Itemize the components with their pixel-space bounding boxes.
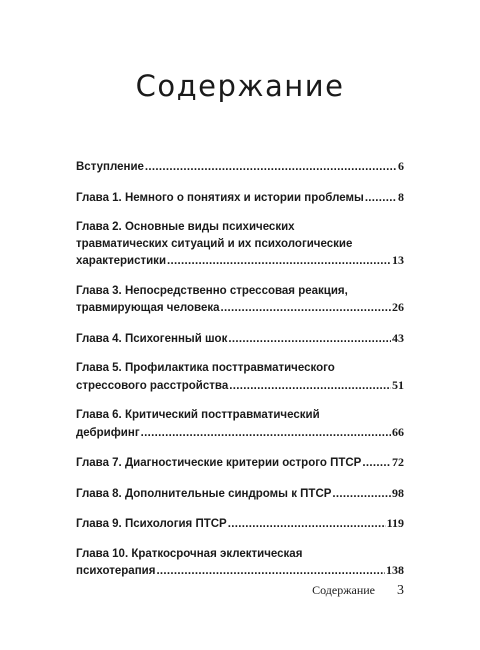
dot-leader	[145, 159, 397, 176]
toc-entry-leader-line	[76, 562, 404, 580]
toc-entry-text: Глава 1. Немного о понятиях и истории проблемы	[76, 191, 364, 204]
toc-entry-text-line: Глава 10. Краткосрочная эклектическая	[76, 547, 303, 560]
running-head: Содержание	[312, 583, 375, 597]
toc-entry-text: Глава 4. Психогенный шок	[76, 332, 228, 345]
toc-page-number: 51	[392, 377, 404, 392]
toc-entry-text: дебрифинг	[76, 426, 140, 439]
toc-entry-text-line: Глава 3. Непосредственно стрессовая реакция,	[76, 284, 348, 297]
toc-entry-leader-line	[76, 330, 404, 348]
dot-leader	[229, 378, 391, 395]
toc-entry	[76, 360, 404, 394]
dot-leader	[332, 486, 391, 503]
toc-page-number: 8	[398, 189, 404, 204]
toc-page-number: 98	[392, 485, 404, 500]
toc-entry-text-line: Глава 2. Основные виды психических	[76, 221, 295, 233]
toc-entry-text: травмирующая человека	[76, 302, 220, 314]
toc-entry-text: психотерапия	[76, 565, 156, 577]
toc-entry-text: Вступление	[76, 161, 144, 173]
dot-leader	[365, 190, 397, 207]
toc-entry	[76, 330, 404, 348]
toc-entry-leader-line	[76, 252, 404, 270]
page-number: 3	[397, 583, 404, 598]
dot-leader	[156, 563, 385, 580]
toc-entry-leader-line	[76, 485, 404, 503]
toc-page-number: 6	[398, 159, 404, 173]
dot-leader	[228, 331, 391, 348]
dot-leader	[228, 516, 386, 533]
toc-entry	[76, 454, 404, 472]
toc-entry-leader-line	[76, 299, 404, 317]
toc-entry	[76, 546, 404, 580]
toc-entry	[76, 158, 404, 176]
dot-leader	[141, 425, 391, 442]
toc-entry-leader-line	[76, 377, 404, 395]
toc-entry	[76, 283, 404, 317]
toc-entry-leader-line	[76, 454, 404, 472]
toc-entry-text-line: Глава 6. Критический посттравматический	[76, 409, 320, 421]
page-title: Содержание	[135, 69, 345, 104]
dot-leader	[167, 253, 391, 270]
toc-entry-text: стрессового расстройства	[76, 379, 229, 392]
toc-entry	[76, 219, 404, 270]
toc-entry-text-line: травматических ситуаций и их психологические	[76, 237, 353, 250]
toc-entry	[76, 515, 404, 533]
toc-entry	[76, 407, 404, 441]
dot-leader	[362, 455, 391, 472]
toc-entry-leader-line	[76, 189, 404, 207]
toc-page-number: 66	[392, 424, 404, 439]
toc-page-number: 43	[392, 330, 404, 345]
toc-entry-leader-line	[76, 515, 404, 533]
dot-leader	[221, 300, 392, 317]
toc-page-number: 138	[386, 563, 404, 577]
toc-entry-text: Глава 8. Дополнительные синдромы к ПТСР	[76, 487, 332, 500]
toc-entry-leader-line	[76, 424, 404, 442]
toc-entry-text: Глава 7. Диагностические критерии острого ПТСР	[76, 457, 362, 469]
toc-entry-leader-line	[76, 158, 404, 176]
table-of-contents	[76, 158, 404, 593]
toc-entry	[76, 189, 404, 207]
toc-page-number: 13	[392, 253, 404, 267]
toc-entry-text: характеристики	[76, 255, 167, 267]
page-footer	[312, 583, 404, 599]
toc-page-number: 26	[392, 300, 404, 314]
toc-entry-text: Глава 9. Психология ПТСР	[76, 518, 227, 530]
toc-entry	[76, 485, 404, 503]
toc-entry-text-line: Глава 5. Профилактика посттравматического	[76, 362, 335, 374]
toc-page-number: 72	[392, 455, 404, 469]
toc-page-number: 119	[386, 516, 404, 530]
